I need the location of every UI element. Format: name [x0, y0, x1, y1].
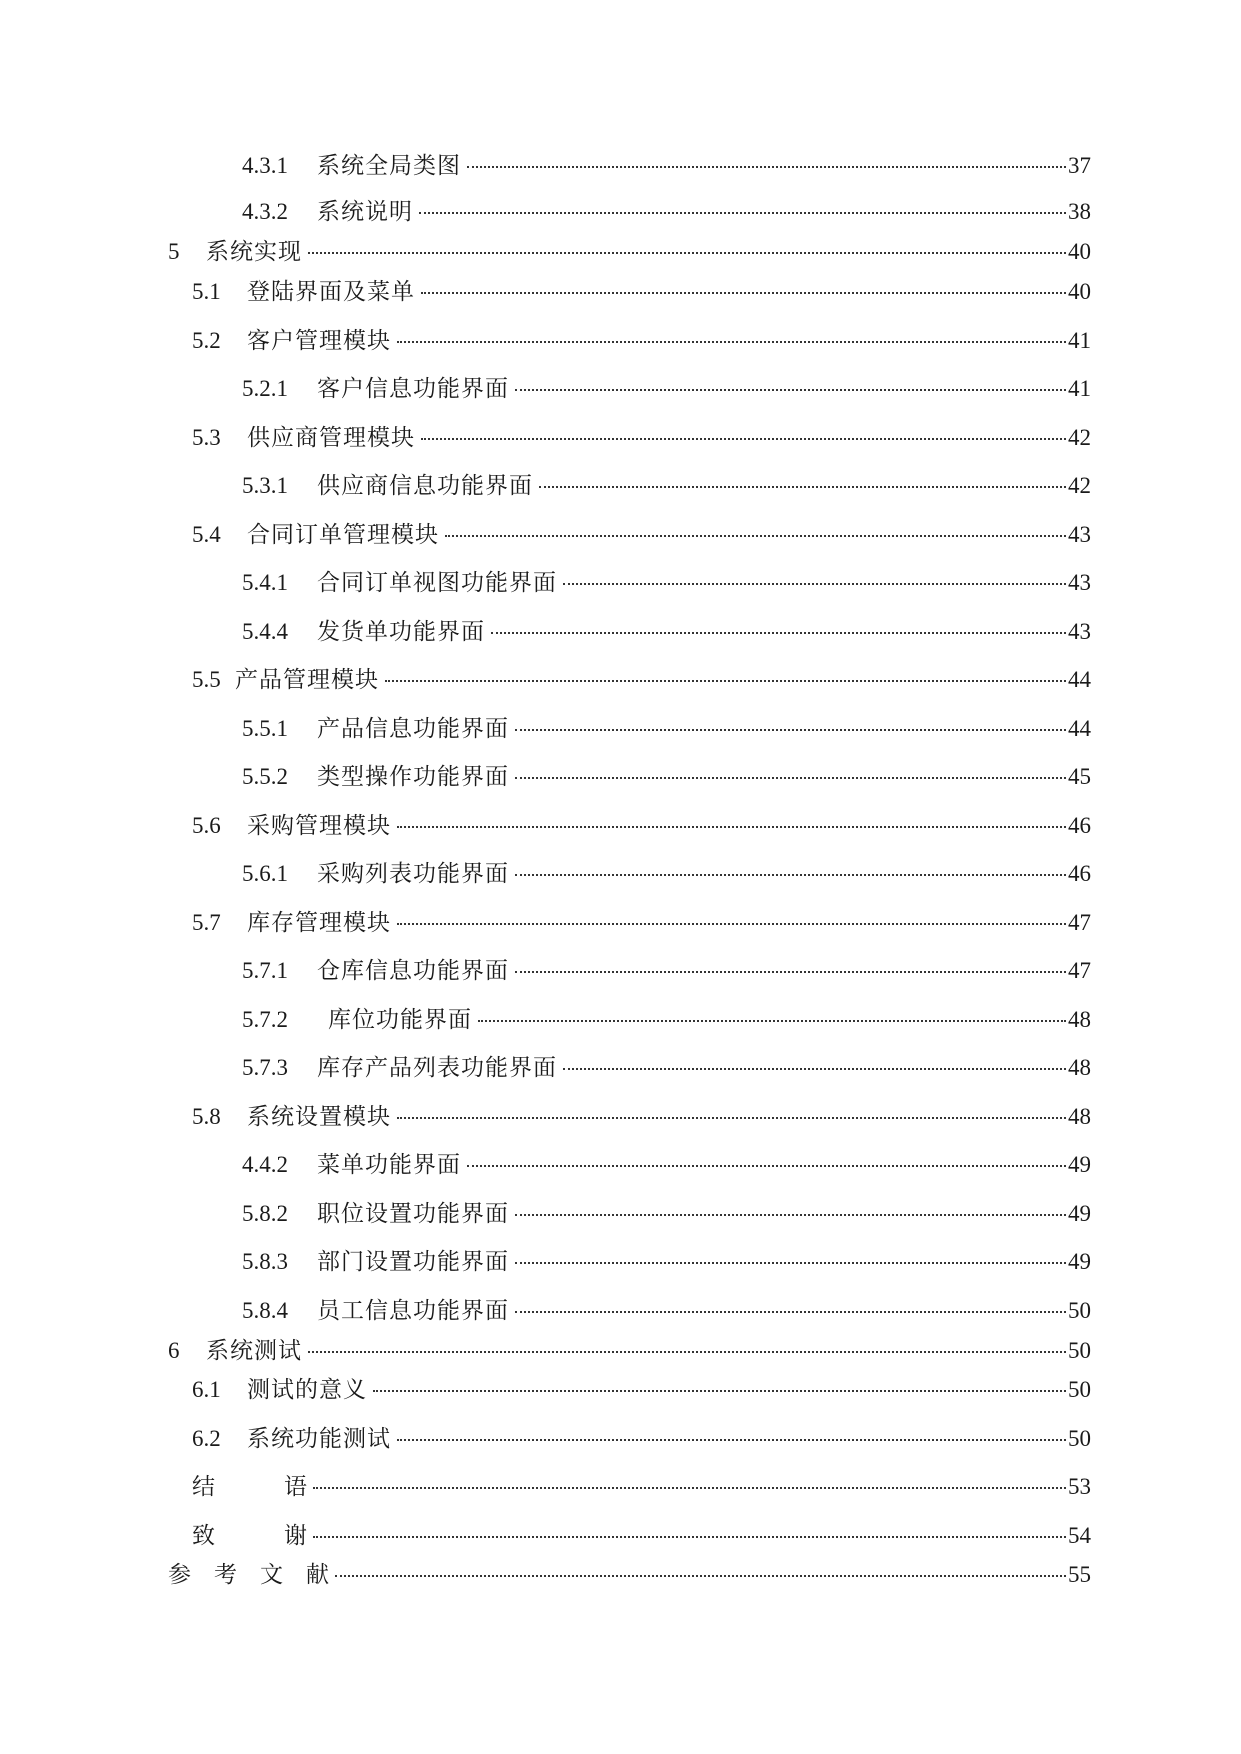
- toc-entry-number: 5.5.2: [242, 764, 288, 789]
- toc-entry[interactable]: [242, 568, 1091, 598]
- toc-dot-leader: [397, 1439, 1066, 1441]
- toc-entry[interactable]: [192, 326, 1091, 356]
- toc-entry-page: 54: [1068, 1523, 1091, 1548]
- toc-dot-leader: [421, 292, 1066, 294]
- toc-entry-number: 5.7.3: [242, 1055, 288, 1080]
- toc-dot-leader: [397, 923, 1066, 925]
- toc-entry[interactable]: [242, 1199, 1091, 1229]
- toc-entry-page: 47: [1068, 910, 1091, 935]
- toc-entry-number: 5.4.1: [242, 570, 288, 595]
- toc-entry[interactable]: [192, 520, 1091, 550]
- toc-dot-leader: [385, 680, 1066, 682]
- toc-entry-page: 50: [1068, 1338, 1091, 1363]
- toc-entry-title: 类型操作功能界面: [317, 764, 509, 790]
- toc-entry-number: 5.6.1: [242, 861, 288, 886]
- toc-entry[interactable]: [192, 1521, 1091, 1551]
- toc-dot-leader: [563, 1068, 1066, 1070]
- toc-entry-page: 40: [1068, 279, 1091, 304]
- toc-dot-leader: [515, 389, 1066, 391]
- toc-entry-page: 37: [1068, 153, 1091, 178]
- toc-entry-page: 49: [1068, 1201, 1091, 1226]
- toc-entry[interactable]: [242, 197, 1091, 227]
- toc-entry-page: 49: [1068, 1152, 1091, 1177]
- toc-entry-number: 5: [168, 239, 180, 264]
- toc-entry[interactable]: [242, 1053, 1091, 1083]
- toc-dot-leader: [515, 777, 1066, 779]
- toc-entry[interactable]: [192, 277, 1091, 307]
- toc-entry-number: 5.6: [192, 813, 221, 838]
- toc-entry-title: 供应商管理模块: [247, 425, 415, 451]
- toc-entry-title: 系统说明: [317, 199, 413, 225]
- toc-entry-number: 5.5: [192, 667, 221, 692]
- toc-entry-title: 采购管理模块: [247, 813, 391, 839]
- toc-entry-title: 系统功能测试: [247, 1426, 391, 1452]
- toc-entry-page: 43: [1068, 522, 1091, 547]
- toc-entry-page: 44: [1068, 667, 1091, 692]
- toc-entry-title: 库存产品列表功能界面: [317, 1055, 557, 1081]
- toc-entry[interactable]: [192, 423, 1091, 453]
- toc-entry-page: 48: [1068, 1055, 1091, 1080]
- toc-entry-number: 5.7.2: [242, 1007, 288, 1032]
- toc-dot-leader: [515, 1262, 1066, 1264]
- toc-entry[interactable]: [242, 859, 1091, 889]
- toc-entry-title: 参 考 文 献: [168, 1562, 329, 1588]
- toc-dot-leader: [419, 212, 1066, 214]
- toc-entry[interactable]: [168, 1560, 1091, 1590]
- toc-entry-page: 46: [1068, 813, 1091, 838]
- toc-dot-leader: [515, 874, 1066, 876]
- toc-entry-title: 合同订单视图功能界面: [317, 570, 557, 596]
- toc-entry-title: 客户管理模块: [247, 328, 391, 354]
- toc-dot-leader: [563, 583, 1066, 585]
- toc-entry-title: 部门设置功能界面: [317, 1249, 509, 1275]
- toc-entry-number: 4.4.2: [242, 1152, 288, 1177]
- toc-dot-leader: [421, 438, 1066, 440]
- toc-entry[interactable]: [192, 1375, 1091, 1405]
- toc-entry[interactable]: [242, 1150, 1091, 1180]
- toc-dot-leader: [397, 341, 1066, 343]
- toc-entry-number: 5.4: [192, 522, 221, 547]
- toc-entry[interactable]: [192, 908, 1091, 938]
- toc-entry[interactable]: [242, 374, 1091, 404]
- toc-entry-number: 5.3.1: [242, 473, 288, 498]
- toc-entry[interactable]: [168, 237, 1091, 267]
- toc-entry-page: 42: [1068, 425, 1091, 450]
- toc-entry[interactable]: [242, 714, 1091, 744]
- toc-entry-number: 6.2: [192, 1426, 221, 1451]
- toc-entry-page: 46: [1068, 861, 1091, 886]
- toc-dot-leader: [308, 252, 1066, 254]
- toc-entry-number: 5.1: [192, 279, 221, 304]
- toc-dot-leader: [397, 1117, 1066, 1119]
- toc-entry-title: 系统实现: [206, 239, 302, 265]
- toc-entry-number: 5.7: [192, 910, 221, 935]
- toc-dot-leader: [491, 632, 1066, 634]
- toc-entry[interactable]: [192, 1102, 1091, 1132]
- toc-entry[interactable]: [192, 1424, 1091, 1454]
- toc-entry-page: 53: [1068, 1474, 1091, 1499]
- toc-entry-title: 库存管理模块: [247, 910, 391, 936]
- toc-entry[interactable]: [192, 811, 1091, 841]
- toc-entry[interactable]: [242, 471, 1091, 501]
- toc-entry-title: 产品管理模块: [235, 667, 379, 693]
- toc-dot-leader: [515, 729, 1066, 731]
- toc-entry-title: 职位设置功能界面: [317, 1201, 509, 1227]
- toc-entry-page: 43: [1068, 570, 1091, 595]
- toc-entry[interactable]: [242, 762, 1091, 792]
- toc-entry-number: 5.4.4: [242, 619, 288, 644]
- toc-entry-title: 采购列表功能界面: [317, 861, 509, 887]
- toc-entry[interactable]: [192, 665, 1091, 695]
- toc-entry-number: 5.8.2: [242, 1201, 288, 1226]
- toc-entry-title: 测试的意义: [247, 1377, 367, 1403]
- toc-entry-title: 结 语: [192, 1474, 307, 1500]
- toc-dot-leader: [313, 1487, 1066, 1489]
- toc-dot-leader: [539, 486, 1066, 488]
- toc-entry-title: 系统全局类图: [317, 153, 461, 179]
- toc-entry-page: 40: [1068, 239, 1091, 264]
- toc-dot-leader: [467, 166, 1066, 168]
- toc-entry-title: 致 谢: [192, 1523, 307, 1549]
- toc-dot-leader: [515, 1311, 1066, 1313]
- toc-entry-title: 仓库信息功能界面: [317, 958, 509, 984]
- toc-entry-page: 41: [1068, 328, 1091, 353]
- toc-entry-number: 6.1: [192, 1377, 221, 1402]
- toc-entry[interactable]: [242, 1296, 1091, 1326]
- toc-dot-leader: [397, 826, 1066, 828]
- toc-entry-number: 5.2.1: [242, 376, 288, 401]
- toc-dot-leader: [515, 971, 1066, 973]
- toc-entry-page: 45: [1068, 764, 1091, 789]
- toc-dot-leader: [335, 1575, 1066, 1577]
- toc-entry-page: 44: [1068, 716, 1091, 741]
- toc-entry-page: 50: [1068, 1377, 1091, 1402]
- toc-entry-page: 41: [1068, 376, 1091, 401]
- toc-entry[interactable]: [242, 1247, 1091, 1277]
- toc-entry-title: 登陆界面及菜单: [247, 279, 415, 305]
- toc-entry-page: 43: [1068, 619, 1091, 644]
- toc-entry-page: 55: [1068, 1562, 1091, 1587]
- toc-entry-title: 系统测试: [206, 1338, 302, 1364]
- toc-dot-leader: [445, 535, 1066, 537]
- toc-entry-title: 员工信息功能界面: [317, 1298, 509, 1324]
- toc-entry-title: 客户信息功能界面: [317, 376, 509, 402]
- toc-entry-title: 合同订单管理模块: [247, 522, 439, 548]
- toc-dot-leader: [467, 1165, 1066, 1167]
- toc-entry-title: 供应商信息功能界面: [317, 473, 533, 499]
- toc-entry-number: 5.5.1: [242, 716, 288, 741]
- toc-entry-page: 49: [1068, 1249, 1091, 1274]
- toc-dot-leader: [515, 1214, 1066, 1216]
- toc-dot-leader: [308, 1351, 1066, 1353]
- toc-entry-page: 47: [1068, 958, 1091, 983]
- toc-entry-page: 48: [1068, 1007, 1091, 1032]
- toc-entry-number: 5.8.3: [242, 1249, 288, 1274]
- toc-entry-number: 5.2: [192, 328, 221, 353]
- toc-entry-number: 5.8.4: [242, 1298, 288, 1323]
- toc-entry[interactable]: [242, 617, 1091, 647]
- toc-entry[interactable]: [242, 956, 1091, 986]
- toc-entry-page: 42: [1068, 473, 1091, 498]
- toc-entry-page: 50: [1068, 1298, 1091, 1323]
- toc-entry-number: 5.8: [192, 1104, 221, 1129]
- toc-entry-number: 5.3: [192, 425, 221, 450]
- toc-entry-number: 4.3.1: [242, 153, 288, 178]
- toc-entry-title: 菜单功能界面: [317, 1152, 461, 1178]
- toc-entry-title: 产品信息功能界面: [317, 716, 509, 742]
- toc-entry[interactable]: [192, 1472, 1091, 1502]
- toc-entry-number: 4.3.2: [242, 199, 288, 224]
- toc-entry[interactable]: [242, 1005, 1091, 1035]
- toc-entry-page: 38: [1068, 199, 1091, 224]
- toc-entry-page: 50: [1068, 1426, 1091, 1451]
- toc-entry-title: 系统设置模块: [247, 1104, 391, 1130]
- toc-dot-leader: [313, 1536, 1066, 1538]
- toc-entry-page: 48: [1068, 1104, 1091, 1129]
- toc-entry-title: 库位功能界面: [328, 1007, 472, 1033]
- toc-entry-number: 5.7.1: [242, 958, 288, 983]
- toc-entry[interactable]: [168, 1336, 1091, 1366]
- toc-dot-leader: [478, 1020, 1066, 1022]
- toc-entry-number: 6: [168, 1338, 180, 1363]
- toc-entry[interactable]: [242, 151, 1091, 181]
- toc-entry-title: 发货单功能界面: [317, 619, 485, 645]
- toc-dot-leader: [373, 1390, 1066, 1392]
